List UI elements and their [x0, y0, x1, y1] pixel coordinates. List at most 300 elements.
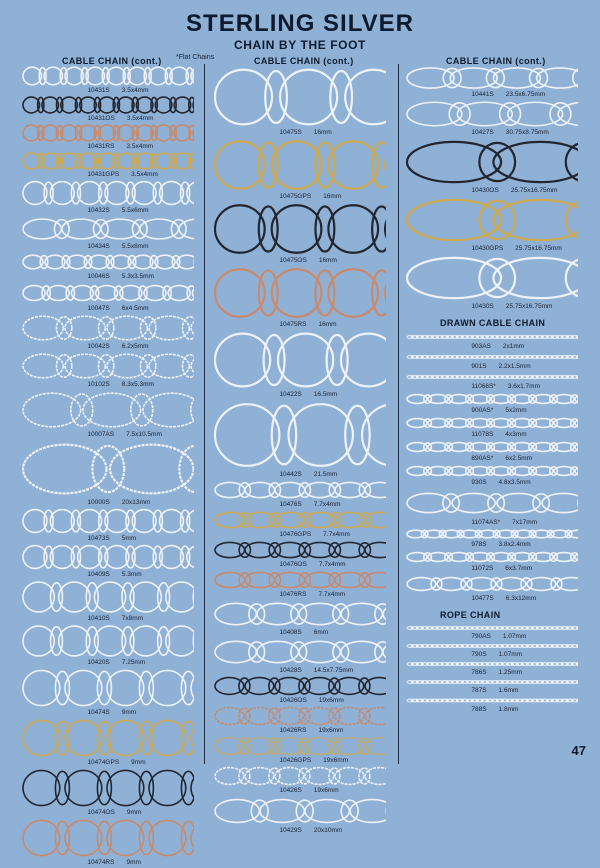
- chain-image: [406, 392, 578, 406]
- chain-size: 6x4.5mm: [122, 305, 149, 312]
- chain-caption: [87, 431, 162, 438]
- chain-caption: [87, 273, 154, 280]
- chain-code: 10426S: [279, 787, 301, 794]
- chain-caption: [87, 381, 154, 388]
- chain-size: 5.3x3.5mm: [122, 273, 154, 280]
- col1-heading: CABLE CHAIN (cont.): [62, 56, 162, 66]
- chain-image: [214, 480, 386, 500]
- chain-item: [214, 766, 386, 796]
- chain-item: [214, 600, 386, 638]
- chain-code: 10429S: [279, 827, 301, 834]
- page-subtitle: CHAIN BY THE FOOT: [0, 38, 600, 52]
- chain-caption: [87, 207, 148, 214]
- chain-size: 25.75x16.75mm: [506, 303, 553, 310]
- chain-image: [214, 510, 386, 530]
- chain-image: [214, 570, 386, 590]
- chain-size: 3.5x4mm: [131, 171, 158, 178]
- chain-code: 10476GPS: [279, 531, 311, 538]
- chain-caption: [471, 651, 522, 658]
- chain-image: [214, 266, 386, 320]
- chain-caption: [279, 827, 342, 834]
- chain-image: [406, 196, 578, 244]
- chain-item: [22, 314, 194, 352]
- chain-item: [214, 736, 386, 766]
- chain-item: [406, 416, 578, 440]
- chain-item: [214, 510, 386, 540]
- chain-code: 978S: [471, 541, 486, 548]
- chain-item: [406, 550, 578, 574]
- chain-image: [406, 678, 578, 686]
- chain-image: [22, 96, 194, 114]
- col3-heading: CABLE CHAIN (cont.): [446, 56, 546, 66]
- chain-size: 1.8mm: [499, 706, 519, 713]
- chain-caption: [279, 697, 343, 704]
- chain-caption: [87, 243, 148, 250]
- chain-code: 10102S: [87, 381, 109, 388]
- chain-image: [214, 676, 386, 696]
- chain-item: [214, 480, 386, 510]
- chain-size: 1.07mm: [499, 651, 522, 658]
- chain-image: [214, 638, 386, 666]
- chain-item: [214, 66, 386, 138]
- chain-code: 786S: [471, 669, 486, 676]
- chain-code: 10476S: [279, 501, 301, 508]
- chain-code: 10476RS: [279, 591, 306, 598]
- chain-size: 20x10mm: [314, 827, 343, 834]
- col3-chain-list: [406, 66, 578, 762]
- chain-size: 6mm: [314, 629, 328, 636]
- chain-caption: [471, 595, 536, 602]
- chain-caption: [87, 759, 145, 766]
- chain-image: [22, 390, 194, 430]
- chain-caption: [279, 629, 328, 636]
- chain-size: 9mm: [126, 859, 140, 866]
- chain-item: [406, 624, 578, 642]
- chain-caption: [471, 706, 518, 713]
- rope-chain-heading: ROPE CHAIN: [440, 610, 501, 620]
- chain-image: [406, 416, 578, 430]
- chain-image: [22, 544, 194, 570]
- chain-size: 3.5x4mm: [122, 87, 149, 94]
- chain-caption: [87, 143, 153, 150]
- chain-size: 2x1mm: [503, 343, 524, 350]
- chain-caption: [87, 571, 141, 578]
- chain-size: 19x6mm: [323, 757, 348, 764]
- chain-caption: [279, 471, 337, 478]
- chain-code: 10426OS: [279, 697, 306, 704]
- chain-item: [406, 696, 578, 715]
- chain-item: [22, 252, 194, 282]
- chain-caption: [471, 541, 530, 548]
- chain-code: 10434S: [87, 243, 109, 250]
- chain-image: [22, 768, 194, 808]
- chain-item: [406, 440, 578, 464]
- chain-item: [22, 390, 194, 440]
- chain-caption: [471, 455, 532, 462]
- chain-item: [22, 66, 194, 96]
- chain-code: 10475GPS: [279, 193, 311, 200]
- chain-size: 5.3mm: [122, 571, 142, 578]
- chain-item: [406, 392, 578, 416]
- chain-image: [406, 66, 578, 90]
- chain-image: [22, 668, 194, 708]
- chain-code: 10442S: [279, 471, 301, 478]
- chain-caption: [471, 187, 557, 194]
- chain-code: 10475S: [279, 129, 301, 136]
- chain-image: [22, 352, 194, 380]
- chain-size: 7x8mm: [122, 615, 143, 622]
- chain-caption: [87, 343, 148, 350]
- chain-code: 10426GPS: [279, 757, 311, 764]
- chain-image: [22, 580, 194, 614]
- chain-image: [406, 528, 578, 540]
- flat-chains-note: *Flat Chains: [176, 54, 214, 61]
- chain-item: [22, 440, 194, 508]
- chain-caption: [87, 499, 150, 506]
- chain-caption: [471, 407, 526, 414]
- chain-code: 10046S: [87, 273, 109, 280]
- chain-image: [214, 400, 386, 470]
- chain-image: [214, 202, 386, 256]
- chain-code: 901S: [471, 363, 486, 370]
- chain-size: 20x13mm: [122, 499, 151, 506]
- chain-caption: [87, 305, 148, 312]
- chain-image: [214, 766, 386, 786]
- chain-item: [22, 124, 194, 152]
- chain-code: 900AS*: [471, 407, 493, 414]
- chain-caption: [279, 787, 338, 794]
- chain-item: [214, 796, 386, 836]
- chain-image: [22, 216, 194, 242]
- chain-size: 3.5x4mm: [127, 115, 154, 122]
- chain-code: 10473S: [87, 535, 109, 542]
- chain-size: 16mm: [318, 321, 336, 328]
- chain-size: 6x3.7mm: [505, 565, 532, 572]
- chain-code: 10441S: [471, 91, 493, 98]
- chain-size: 7.7x4mm: [323, 531, 350, 538]
- chain-item: [22, 718, 194, 768]
- chain-image: [214, 706, 386, 726]
- chain-size: 8.3x5.3mm: [122, 381, 154, 388]
- chain-image: [406, 440, 578, 454]
- chain-caption: [471, 687, 518, 694]
- col2-chain-list: [214, 66, 386, 764]
- chain-code: 10431RS: [87, 143, 114, 150]
- chain-image: [22, 252, 194, 272]
- chain-caption: [279, 591, 345, 598]
- chain-item: [22, 580, 194, 624]
- chain-code: 10430S: [471, 303, 493, 310]
- chain-image: [22, 624, 194, 658]
- chain-item: [406, 196, 578, 254]
- chain-image: [406, 138, 578, 186]
- chain-size: 3.5x4mm: [126, 143, 153, 150]
- chain-image: [22, 440, 194, 498]
- chain-code: 10475RS: [279, 321, 306, 328]
- chain-item: [22, 216, 194, 252]
- chain-caption: [87, 809, 141, 816]
- chain-caption: [471, 303, 552, 310]
- chain-image: [406, 696, 578, 705]
- chain-code: 787S: [471, 687, 486, 694]
- chain-image: [214, 736, 386, 756]
- chain-item: [22, 818, 194, 868]
- chain-image: [406, 624, 578, 632]
- chain-caption: [279, 193, 341, 200]
- chain-caption: [279, 257, 337, 264]
- chain-caption: [87, 115, 153, 122]
- chain-code: 10000S: [87, 499, 109, 506]
- chain-size: 25.75x16.75mm: [515, 245, 562, 252]
- chain-image: [406, 372, 578, 382]
- chain-image: [406, 550, 578, 564]
- chain-code: 10430GPS: [471, 245, 503, 252]
- chain-image: [214, 138, 386, 192]
- chain-code: 10474GPS: [87, 759, 119, 766]
- chain-image: [214, 330, 386, 390]
- chain-code: 10410S: [87, 615, 109, 622]
- chain-size: 16mm: [323, 193, 341, 200]
- chain-item: [214, 400, 386, 480]
- chain-size: 7.25mm: [122, 659, 145, 666]
- chain-size: 19x6mm: [318, 727, 343, 734]
- chain-item: [406, 678, 578, 696]
- chain-image: [406, 642, 578, 650]
- chain-image: [214, 66, 386, 128]
- chain-item: [406, 352, 578, 372]
- chain-size: 23.5x6.75mm: [506, 91, 545, 98]
- chain-caption: [471, 363, 530, 370]
- chain-size: 9mm: [127, 809, 141, 816]
- chain-item: [214, 266, 386, 330]
- chain-caption: [279, 129, 331, 136]
- chain-code: 10474OS: [87, 809, 114, 816]
- col1-chain-list: [22, 66, 194, 764]
- chain-item: [406, 66, 578, 100]
- chain-image: [22, 508, 194, 534]
- chain-image: [406, 464, 578, 478]
- chain-item: [406, 528, 578, 550]
- chain-image: [22, 314, 194, 342]
- chain-caption: [471, 91, 545, 98]
- chain-item: [214, 138, 386, 202]
- chain-image: [22, 152, 194, 170]
- chain-image: [22, 66, 194, 86]
- chain-caption: [87, 859, 141, 866]
- chain-code: 10428S: [279, 667, 301, 674]
- chain-caption: [279, 727, 343, 734]
- chain-image: [214, 540, 386, 560]
- chain-size: 7.7x4mm: [319, 561, 346, 568]
- chain-caption: [279, 321, 336, 328]
- chain-item: [214, 638, 386, 676]
- chain-image: [214, 600, 386, 628]
- chain-code: 890AS*: [471, 455, 493, 462]
- chain-caption: [471, 245, 561, 252]
- chain-code: 10476OS: [279, 561, 306, 568]
- chain-caption: [87, 535, 136, 542]
- chain-item: [406, 254, 578, 312]
- chain-code: 10427S: [471, 129, 493, 136]
- chain-size: 1.25mm: [499, 669, 522, 676]
- chain-item: [406, 464, 578, 488]
- chain-code: 10475OS: [279, 257, 306, 264]
- chain-caption: [471, 383, 540, 390]
- chain-image: [22, 818, 194, 858]
- chain-code: 10432S: [87, 207, 109, 214]
- chain-item: [406, 100, 578, 138]
- drawn-cable-heading: DRAWN CABLE CHAIN: [440, 318, 545, 328]
- chain-size: 7.7x4mm: [314, 501, 341, 508]
- chain-image: [406, 488, 578, 518]
- chain-size: 7x17mm: [512, 519, 537, 526]
- chain-size: 9mm: [131, 759, 145, 766]
- chain-item: [22, 152, 194, 180]
- chain-item: [22, 508, 194, 544]
- chain-caption: [87, 709, 136, 716]
- chain-size: 6.2x5mm: [122, 343, 149, 350]
- chain-image: [406, 332, 578, 342]
- chain-code: 10474S: [87, 709, 109, 716]
- chain-item: [22, 96, 194, 124]
- chain-code: 790S: [471, 651, 486, 658]
- chain-code: 788S: [471, 706, 486, 713]
- chain-code: 903AS: [471, 343, 491, 350]
- page-number: 47: [572, 743, 586, 758]
- chain-caption: [471, 343, 524, 350]
- chain-code: 10409S: [87, 571, 109, 578]
- chain-caption: [87, 171, 158, 178]
- chain-image: [22, 282, 194, 304]
- chain-caption: [471, 633, 526, 640]
- chain-code: 930S: [471, 479, 486, 486]
- chain-size: 6x2.5mm: [505, 455, 532, 462]
- chain-image: [406, 352, 578, 362]
- chain-item: [406, 574, 578, 604]
- chain-image: [22, 180, 194, 206]
- chain-caption: [471, 669, 522, 676]
- chain-size: 19x6mm: [314, 787, 339, 794]
- chain-item: [406, 642, 578, 660]
- chain-caption: [471, 431, 526, 438]
- chain-size: 1.6mm: [499, 687, 519, 694]
- chain-image: [406, 660, 578, 668]
- chain-item: [214, 570, 386, 600]
- chain-caption: [471, 129, 548, 136]
- chain-image: [406, 574, 578, 594]
- chain-size: 5x2mm: [505, 407, 526, 414]
- chain-size: 4x3mm: [505, 431, 526, 438]
- chain-image: [22, 718, 194, 758]
- chain-code: 11074AS*: [471, 519, 500, 526]
- chain-size: 5.5x8mm: [122, 243, 149, 250]
- chain-size: 25.75x16.75mm: [511, 187, 558, 194]
- chain-item: [22, 668, 194, 718]
- chain-size: 1.07mm: [503, 633, 526, 640]
- chain-item: [214, 706, 386, 736]
- chain-caption: [87, 87, 148, 94]
- chain-image: [22, 124, 194, 142]
- chain-size: 16.5mm: [314, 391, 337, 398]
- chain-code: 10474RS: [87, 859, 114, 866]
- chain-caption: [471, 519, 537, 526]
- chain-item: [22, 544, 194, 580]
- chain-caption: [279, 561, 345, 568]
- chain-item: [22, 352, 194, 390]
- chain-code: 10408S: [279, 629, 301, 636]
- chain-size: 16mm: [314, 129, 332, 136]
- chain-code: 10047S: [87, 305, 109, 312]
- chain-size: 4.8x3.5mm: [499, 479, 531, 486]
- chain-caption: [279, 667, 353, 674]
- chain-size: 30.75x8.75mm: [506, 129, 549, 136]
- chain-item: [22, 624, 194, 668]
- chain-code: 11078S: [471, 431, 493, 438]
- chain-size: 5.5x6mm: [122, 207, 149, 214]
- chain-code: 10477S: [471, 595, 493, 602]
- page-title: STERLING SILVER: [0, 10, 600, 38]
- chain-size: 7.5x10.5mm: [126, 431, 162, 438]
- chain-size: 2.2x1.5mm: [499, 363, 531, 370]
- chain-size: 19x6mm: [319, 697, 344, 704]
- chain-caption: [471, 565, 532, 572]
- chain-item: [406, 488, 578, 528]
- chain-size: 21.5mm: [314, 471, 337, 478]
- chain-item: [406, 332, 578, 352]
- column-divider-1: [204, 64, 205, 764]
- chain-image: [406, 100, 578, 128]
- chain-size: 9mm: [122, 709, 136, 716]
- chain-code: 10420S: [87, 659, 109, 666]
- chain-caption: [279, 391, 337, 398]
- chain-item: [22, 180, 194, 216]
- chain-caption: [87, 659, 145, 666]
- chain-code: 790AS: [471, 633, 491, 640]
- chain-item: [214, 330, 386, 400]
- chain-size: 7.7x4mm: [318, 591, 345, 598]
- chain-size: 3.6x1.7mm: [508, 383, 540, 390]
- chain-caption: [87, 615, 143, 622]
- chain-image: [406, 254, 578, 302]
- chain-code: 10007AS: [87, 431, 114, 438]
- chain-size: 5mm: [122, 535, 136, 542]
- chain-image: [214, 796, 386, 826]
- chain-caption: [279, 501, 340, 508]
- chain-item: [214, 540, 386, 570]
- chain-item: [406, 138, 578, 196]
- col2-heading: CABLE CHAIN (cont.): [254, 56, 354, 66]
- column-divider-2: [398, 64, 399, 764]
- chain-caption: [471, 479, 530, 486]
- chain-code: 10431OS: [87, 115, 114, 122]
- chain-size: 14.5x7.75mm: [314, 667, 353, 674]
- chain-code: 11066S*: [471, 383, 495, 390]
- chain-code: 10426RS: [279, 727, 306, 734]
- chain-item: [22, 282, 194, 314]
- chain-code: 10430OS: [471, 187, 498, 194]
- chain-size: 6.3x12mm: [506, 595, 536, 602]
- chain-size: 16mm: [319, 257, 337, 264]
- chain-code: 10431GPS: [87, 171, 119, 178]
- chain-item: [406, 372, 578, 392]
- chain-item: [214, 676, 386, 706]
- chain-item: [406, 660, 578, 678]
- chain-item: [214, 202, 386, 266]
- chain-code: 11072S: [471, 565, 493, 572]
- chain-size: 3.8x2.4mm: [499, 541, 531, 548]
- chain-code: 10422S: [279, 391, 301, 398]
- chain-code: 10042S: [87, 343, 109, 350]
